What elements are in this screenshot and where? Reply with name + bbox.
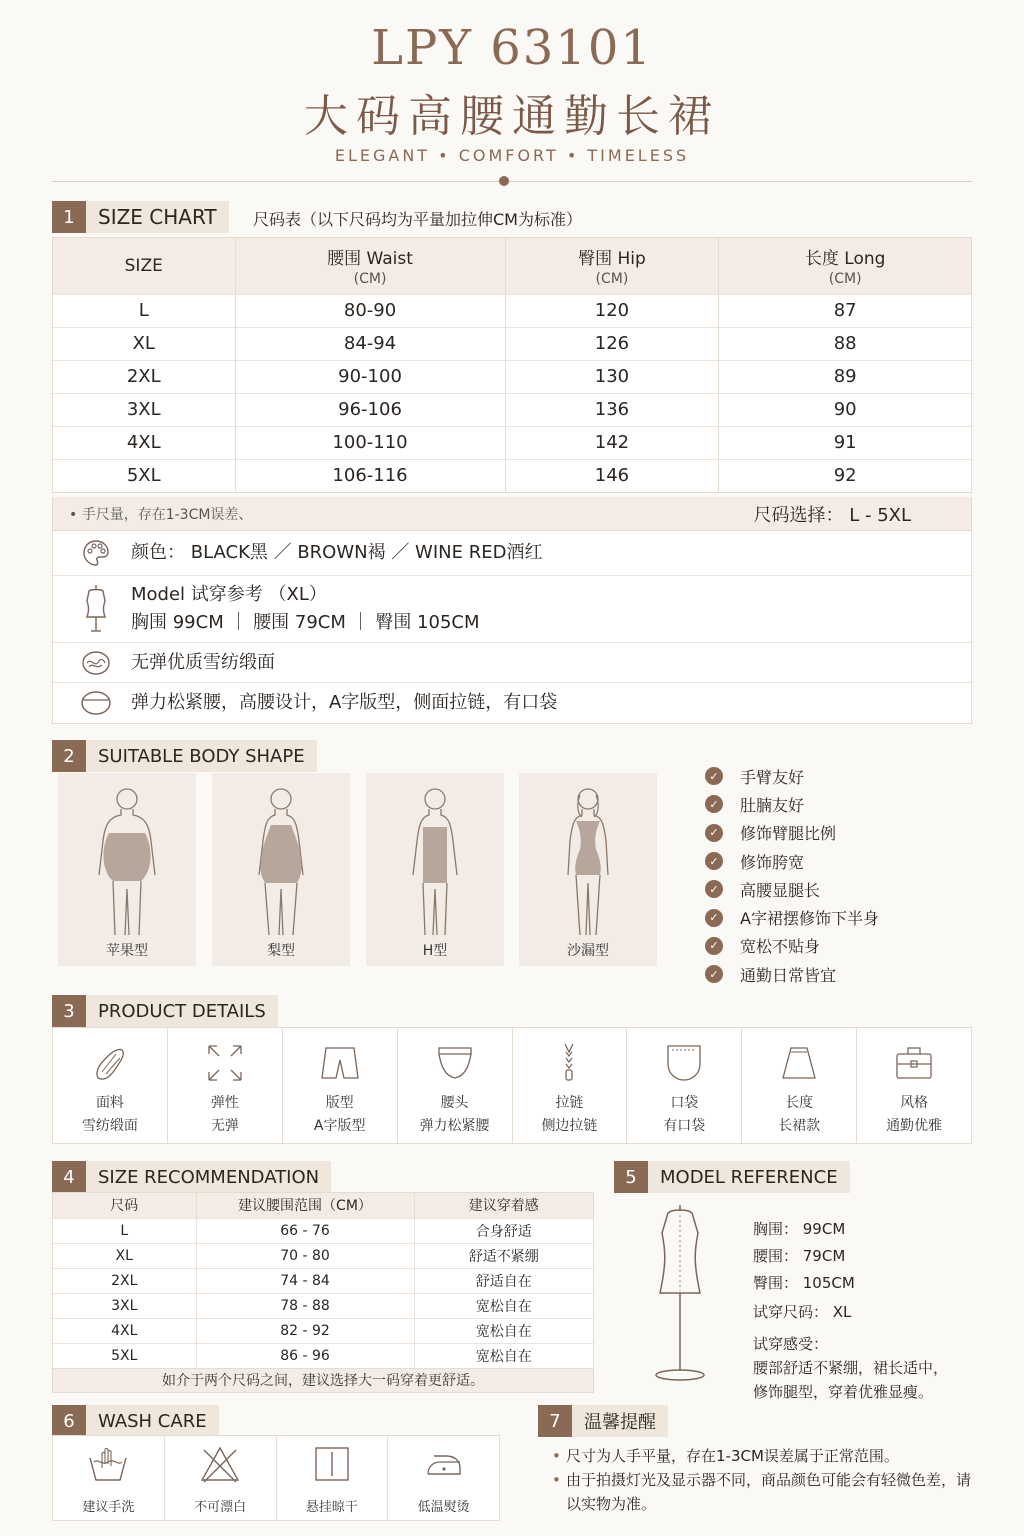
header-divider <box>52 181 972 182</box>
table-row: 4XL 82 - 92 宽松自在 <box>53 1318 593 1343</box>
column-header: 尺码 <box>53 1193 196 1218</box>
wash-hand: 建议手洗 <box>53 1436 165 1520</box>
model-measurements: 胸围 99CM ｜ 腰围 79CM ｜ 臀围 105CM <box>131 612 480 633</box>
detail-zipper: 拉链 侧边拉链 <box>513 1028 628 1143</box>
shorts-icon <box>320 1042 360 1084</box>
fabric-text: 无弹优质雪纺缎面 <box>131 651 275 673</box>
body-shape-header <box>52 740 317 772</box>
check-icon: ✓ <box>705 767 723 785</box>
dress-form-icon <box>650 1203 710 1383</box>
table-row: 3XL 78 - 88 宽松自在 <box>53 1293 593 1318</box>
model-title: Model 试穿参考 （XL） <box>131 584 327 605</box>
checklist-item: ✓ 手臂友好 <box>705 762 879 790</box>
check-icon: ✓ <box>705 795 723 813</box>
table-row: XL 70 - 80 舒适不紧绷 <box>53 1243 593 1268</box>
model-size: 试穿尺码： XL <box>753 1303 852 1321</box>
size-chart-subtitle: 尺码表（以下尺码均为平量加拉伸CM为标准） <box>253 210 582 229</box>
recommendation-table <box>52 1192 594 1393</box>
header-dot <box>499 176 509 186</box>
section-title: SUITABLE BODY SHAPE <box>98 745 305 767</box>
pocket-icon <box>664 1042 704 1084</box>
model-reference-header <box>614 1161 850 1193</box>
palette-icon <box>79 536 113 570</box>
model-feel-1: 腰部舒适不紧绷，裙长适中， <box>753 1359 949 1377</box>
tips-header <box>538 1405 668 1437</box>
fabric-swirl-icon <box>79 646 113 680</box>
size-table <box>52 237 972 493</box>
wash-care-grid <box>52 1435 500 1521</box>
shape-label: 沙漏型 <box>567 943 609 959</box>
section-title: 温馨提醒 <box>584 1412 656 1433</box>
info-box <box>52 531 972 724</box>
fabric-icon <box>90 1042 130 1084</box>
section-number: 2 <box>52 740 86 772</box>
h-body-icon <box>395 785 475 945</box>
fabric-row <box>53 642 971 682</box>
zipper-icon <box>549 1042 589 1084</box>
check-icon: ✓ <box>705 937 723 955</box>
wash-hang-dry: 悬挂晾干 <box>277 1436 389 1520</box>
tip-item: • 尺寸为人手平量，存在1-3CM误差属于正常范围。 <box>552 1444 972 1468</box>
design-text: 弹力松紧腰，高腰设计，A字版型，侧面拉链，有口袋 <box>131 692 558 713</box>
section-number: 7 <box>538 1405 572 1437</box>
section-title: WASH CARE <box>98 1410 207 1432</box>
column-header: 臀围 Hip (CM) <box>505 238 719 294</box>
wash-no-bleach: 不可漂白 <box>165 1436 277 1520</box>
tagline: ELEGANT • COMFORT • TIMELESS <box>334 146 690 165</box>
table-row: 2XL 90-100 130 89 <box>53 360 971 393</box>
shape-label: 梨型 <box>267 943 295 959</box>
model-waist: 腰围： 79CM <box>753 1247 846 1265</box>
model-reference-text <box>753 1216 948 1404</box>
mannequin-icon <box>79 592 113 626</box>
stretch-icon <box>205 1042 245 1084</box>
product-details-header <box>52 995 278 1027</box>
detail-stretch: 弹性 无弹 <box>168 1028 283 1143</box>
body-shape-pear <box>212 773 350 966</box>
checklist-item: ✓ 通勤日常皆宜 <box>705 960 879 988</box>
tips-list <box>552 1444 972 1516</box>
shape-label: 苹果型 <box>106 943 148 959</box>
checklist-item: ✓ 修饰胯宽 <box>705 847 879 875</box>
waistband-outline-icon <box>79 686 113 720</box>
table-row: XL 84-94 126 88 <box>53 327 971 360</box>
checklist-item: ✓ 宽松不贴身 <box>705 932 879 960</box>
benefit-checklist <box>705 762 879 988</box>
check-icon: ✓ <box>705 909 723 927</box>
section-title: MODEL REFERENCE <box>660 1166 838 1188</box>
hourglass-body-icon <box>548 785 628 945</box>
color-row <box>53 531 971 575</box>
model-row <box>53 575 971 642</box>
check-icon: ✓ <box>705 852 723 870</box>
table-row: 3XL 96-106 136 90 <box>53 393 971 426</box>
skirt-icon <box>779 1042 819 1084</box>
detail-style: 风格 通勤优雅 <box>857 1028 971 1143</box>
model-feel-2: 修饰腿型，穿着优雅显瘦。 <box>753 1383 934 1401</box>
waistband-icon <box>435 1042 475 1084</box>
model-hip: 臀围： 105CM <box>753 1274 855 1292</box>
section-number: 6 <box>52 1405 86 1437</box>
design-row <box>53 682 971 723</box>
section-title: SIZE RECOMMENDATION <box>98 1166 320 1188</box>
shape-label: H型 <box>422 943 448 959</box>
table-row: L 80-90 120 87 <box>53 294 971 327</box>
color-text: 颜色： BLACK黑 ／ BROWN褐 ／ WINE RED酒红 <box>131 542 543 563</box>
pear-body-icon <box>241 785 321 945</box>
size-note-row <box>52 497 972 531</box>
column-header: 建议穿着感 <box>414 1193 593 1218</box>
column-header: 建议腰围范围（CM） <box>196 1193 414 1218</box>
product-details-grid <box>52 1027 972 1144</box>
column-header: SIZE <box>53 238 235 294</box>
section-title: SIZE CHART <box>98 205 217 229</box>
check-icon: ✓ <box>705 880 723 898</box>
detail-pocket: 口袋 有口袋 <box>627 1028 742 1143</box>
column-header: 长度 Long (CM) <box>719 238 971 294</box>
section-number: 4 <box>52 1161 86 1193</box>
section-number: 5 <box>614 1161 648 1193</box>
wash-low-iron: 低温熨烫 <box>388 1436 499 1520</box>
wash-care-header <box>52 1405 219 1437</box>
model-feel-label: 试穿感受： <box>753 1335 829 1353</box>
checklist-item: ✓ A字裙摆修饰下半身 <box>705 903 879 931</box>
size-chart-header <box>52 201 229 233</box>
table-row: 4XL 100-110 142 91 <box>53 426 971 459</box>
section-number: 3 <box>52 995 86 1027</box>
detail-fabric: 面料 雪纺缎面 <box>53 1028 168 1143</box>
checklist-item: ✓ 高腰显腿长 <box>705 875 879 903</box>
size-recommendation-header <box>52 1161 331 1193</box>
table-row: 5XL 86 - 96 宽松自在 <box>53 1343 593 1368</box>
detail-length: 长度 长裙款 <box>742 1028 857 1143</box>
hand-wash-icon <box>88 1444 128 1484</box>
checklist-item: ✓ 修饰臂腿比例 <box>705 819 879 847</box>
detail-fit: 版型 A字版型 <box>283 1028 398 1143</box>
briefcase-icon <box>894 1042 934 1084</box>
check-icon: ✓ <box>705 824 723 842</box>
detail-waistband: 腰头 弹力松紧腰 <box>398 1028 513 1143</box>
iron-icon <box>424 1444 464 1484</box>
body-shape-h <box>366 773 504 966</box>
apple-body-icon <box>87 785 167 945</box>
product-code: LPY 63101 <box>371 20 653 76</box>
body-shape-apple <box>58 773 196 966</box>
model-bust: 胸围： 99CM <box>753 1220 846 1238</box>
table-row: L 66 - 76 合身舒适 <box>53 1218 593 1243</box>
measurement-note: • 手尺量，存在1-3CM误差、 <box>69 506 253 523</box>
recommendation-note: 如介于两个尺码之间，建议选择大一码穿着更舒适。 <box>53 1368 593 1392</box>
product-title: 大码高腰通勤长裙 <box>304 91 720 142</box>
checklist-item: ✓ 肚腩友好 <box>705 790 879 818</box>
size-range: 尺码选择： L - 5XL <box>753 504 911 526</box>
table-row: 2XL 74 - 84 舒适自在 <box>53 1268 593 1293</box>
section-title: PRODUCT DETAILS <box>98 1000 266 1022</box>
check-icon: ✓ <box>705 965 723 983</box>
no-bleach-icon <box>200 1444 240 1484</box>
section-number: 1 <box>52 201 86 233</box>
tip-item: • 由于拍摄灯光及显示器不同，商品颜色可能会有轻微色差，请以实物为准。 <box>552 1468 972 1516</box>
column-header: 腰围 Waist (CM) <box>235 238 505 294</box>
body-shape-hourglass <box>519 773 657 966</box>
table-row: 5XL 106-116 146 92 <box>53 459 971 492</box>
hang-dry-icon <box>312 1444 352 1484</box>
